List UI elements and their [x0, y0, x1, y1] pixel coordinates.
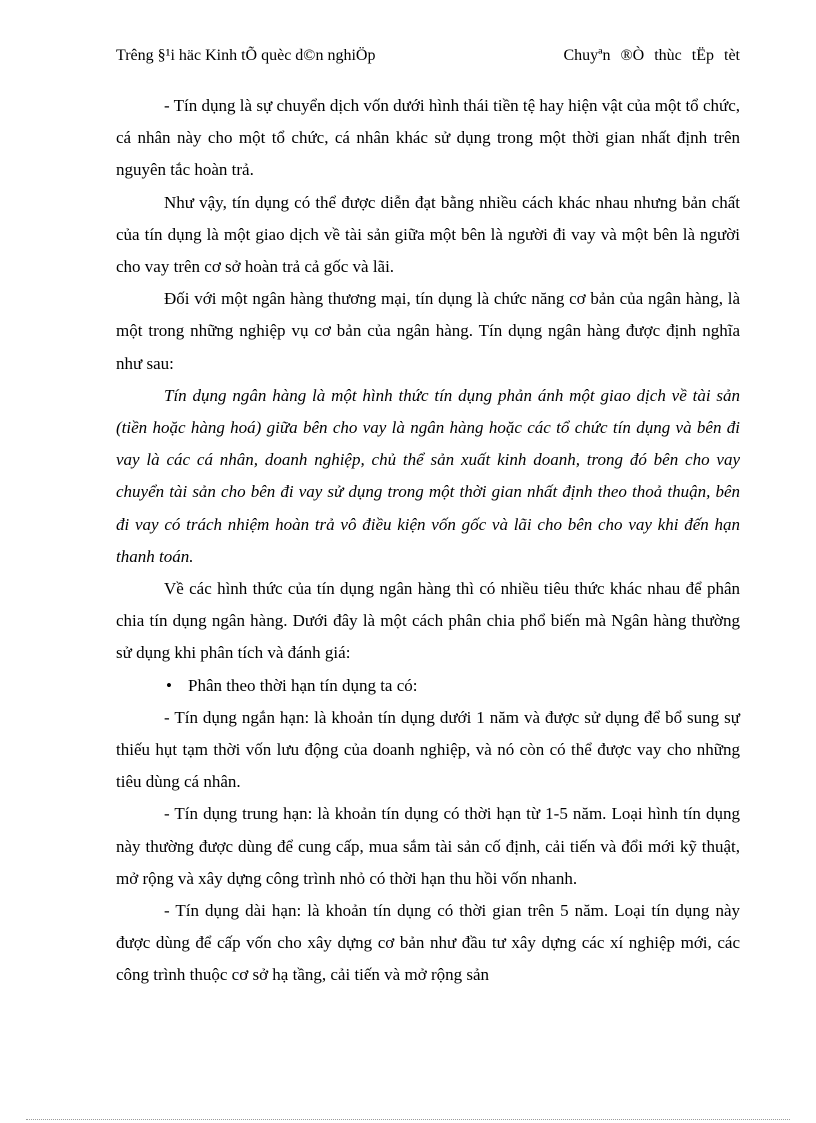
- paragraph-commercial-bank: Đối với một ngân hàng thương mại, tín dụng là chức năng cơ bản của ngân hàng, là một trong những nghiệp vụ cơ bản của ngân hàng. Tín dụng ngân hàng được định nghĩa như sau:: [116, 289, 740, 373]
- page-bottom-divider: [26, 1119, 790, 1120]
- bullet-icon: •: [166, 675, 172, 695]
- paragraph-long-term-credit: - Tín dụng dài hạn: là khoản tín dụng có thời gian trên 5 năm. Loại tín dụng này được dùng để cấp vốn cho xây dựng cơ bản như đầu tư xây dựng các xí nghiệp mới, các công trình thuộc cơ sở hạ tầng, cải tiến và mở rộng sản: [116, 901, 740, 985]
- paragraph-credit-essence: Như vậy, tín dụng có thể được diễn đạt bằng nhiều cách khác nhau nhưng bản chất của tín dụng là một giao dịch về tài sản giữa một bên là người đi vay và một bên là người cho vay trên cơ sở hoàn trả cả gốc và lãi.: [116, 192, 740, 277]
- paragraph-bank-credit-definition: Tín dụng ngân hàng là một hình thức tín dụng phản ánh một giao dịch về tài sản (tiền hoặc hàng hoá) giữa bên cho vay là ngân hàng hoặc các tổ chức tín dụng và bên đi vay là các cá nhân, doanh nghiệp, chủ thể sản xuất kinh doanh, trong đó bên cho vay chuyển tài sản cho bên đi vay sử dụng trong một thời gian nhất định theo thoả thuận, bên đi vay có trách nhiệm hoàn trả vô điều kiện vốn gốc và lãi cho bên cho vay khi đến hạn thanh toán.: [116, 385, 740, 566]
- paragraph-medium-term-credit: - Tín dụng trung hạn: là khoản tín dụng có thời hạn từ 1-5 năm. Loại hình tín dụng này thường được dùng để cung cấp, mua sắm tài sản cố định, cải tiến và đổi mới kỹ thuật, mở rộng và xây dựng công trình nhỏ có thời hạn thu hồi vốn nhanh.: [116, 804, 740, 888]
- paragraph-short-term-credit: - Tín dụng ngắn hạn: là khoản tín dụng dưới 1 năm và được sử dụng để bổ sung sự thiếu hụt tạm thời vốn lưu động của doanh nghiệp, và nó còn có thể được vay cho những tiêu dùng cá nhân.: [116, 707, 740, 792]
- paragraph-credit-forms: Về các hình thức của tín dụng ngân hàng thì có nhiều tiêu thức khác nhau để phân chia tín dụng ngân hàng. Dưới đây là một cách phân chia phổ biến mà Ngân hàng thường sử dụng khi phân tích và đánh giá:: [116, 579, 740, 663]
- header-right-text: Chuyªn ®Ò thùc tËp tèt: [563, 47, 740, 64]
- header-left-text: Trêng §¹i häc Kinh tÕ quèc d©n nghiÖp: [116, 47, 376, 64]
- document-body: [116, 90, 740, 992]
- paragraph-credit-definition: - Tín dụng là sự chuyển dịch vốn dưới hình thái tiền tệ hay hiện vật của một tổ chức, cá nhân này cho một tổ chức, cá nhân khác sử dụng trong một thời gian nhất định trên nguyên tắc hoàn trả.: [116, 96, 740, 180]
- bullet-item-term-classification: [116, 670, 740, 702]
- bullet-text: Phân theo thời hạn tín dụng ta có:: [188, 675, 418, 695]
